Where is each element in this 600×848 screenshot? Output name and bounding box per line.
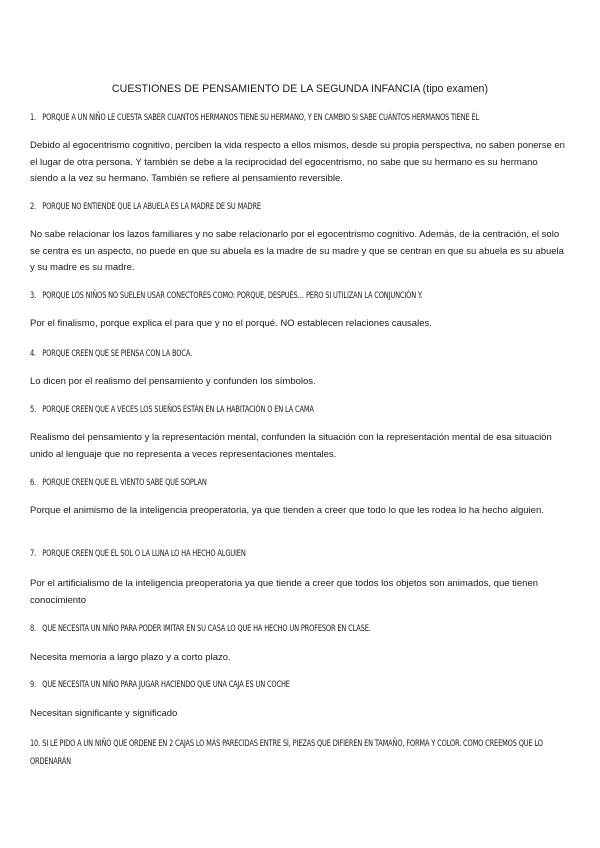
answer-8: Necesita memoria a largo plazo y a corto plazo. bbox=[30, 652, 231, 663]
document-title: CUESTIONES DE PENSAMIENTO DE LA SEGUNDA INFANCIA (tipo examen) bbox=[111, 83, 489, 95]
question-text: PORQUE LOS NIÑOS NO SUELEN USAR CONECTORES COMO: PORQUE, DESPUÉS… PERO SI UTILIZAN LA CONJUNCIÓN Y. bbox=[42, 291, 423, 301]
question-9 bbox=[30, 677, 575, 694]
answer-3: Por el finalismo, porque explica el para que y no el porqué. NO establecen relaciones causales. bbox=[30, 318, 432, 329]
question-number: 10. bbox=[30, 739, 41, 749]
answer-7: Por el artificialismo de la inteligencia preoperatoria ya que tiende a creer que todos los objetos son animados, que tienen conocimiento bbox=[30, 578, 539, 606]
question-text: PORQUE NO ENTIENDE QUE LA ABUELA ES LA MADRE DE SU MADRE bbox=[42, 202, 261, 212]
question-6 bbox=[30, 475, 575, 492]
question-number: 9. bbox=[30, 680, 37, 690]
question-10 bbox=[30, 735, 575, 771]
question-1 bbox=[30, 110, 575, 127]
question-8 bbox=[30, 621, 575, 638]
question-number: 5. bbox=[30, 405, 37, 415]
question-text: PORQUE CREEN QUE EL SOL O LA LUNA LO HA HECHO ALGUIEN bbox=[42, 549, 246, 559]
question-5 bbox=[30, 402, 575, 419]
answer-4: Lo dicen por el realismo del pensamiento y confunden los símbolos. bbox=[30, 376, 316, 387]
answer-9: Necesitan significante y significado bbox=[30, 708, 178, 719]
question-number: 8. bbox=[30, 624, 37, 634]
question-number: 3. bbox=[30, 291, 37, 301]
question-text: PORQUE CREEN QUE SE PIENSA CON LA BOCA. bbox=[42, 349, 193, 359]
answer-5: Realismo del pensamiento y la representación mental, confunden la situación con la representación mental de esa situación unido al lenguaje que no representa a veces representaciones mentales. bbox=[30, 432, 552, 460]
question-4 bbox=[30, 346, 575, 363]
question-3 bbox=[30, 288, 575, 305]
question-number: 7. bbox=[30, 549, 37, 559]
question-2 bbox=[30, 199, 575, 216]
question-text: SI LE PIDO A UN NIÑO QUE ORDENE EN 2 CAJAS LO MÁS PARECIDAS ENTRE SÍ, PIEZAS QUE DIFIEREN EN TAMAÑO, FORMA Y COLOR. COMO CREEMOS QUE LO ORDENARÁN bbox=[30, 739, 543, 767]
answer-6: Porque el animismo de la inteligencia preoperatoria, ya que tienden a creer que todo lo que les rodea lo ha hecho alguien. bbox=[30, 505, 544, 516]
question-7 bbox=[30, 546, 575, 563]
question-text: QUE NECESITA UN NIÑO PARA JUGAR HACIENDO QUE UNA CAJA ES UN COCHE bbox=[42, 680, 290, 690]
question-text: PORQUE A UN NIÑO LE CUESTA SABER CUANTOS HERMANOS TIENE SU HERMANO, Y EN CAMBIO SI SABE CUÁNTOS HERMANOS TIENE ÉL bbox=[42, 113, 480, 123]
answer-1: Debido al egocentrismo cognitivo, perciben la vida respecto a ellos mismos, desde su propia perspectiva, no saben ponerse en el lugar de otra persona. Y también se debe a la reciprocidad del egocentrismo, no sabe que su hermano es su hermano siendo a la vez su hermano. También se refiere al pensamiento reversible. bbox=[30, 140, 565, 185]
question-text: PORQUE CREEN QUE A VECES LOS SUEÑOS ESTÁN EN LA HABITACIÓN O EN LA CAMA bbox=[42, 405, 314, 415]
question-text: PORQUE CREEN QUE EL VIENTO SABE QUE SOPLAN bbox=[42, 478, 207, 488]
question-number: 6. bbox=[30, 478, 37, 488]
question-number: 1. bbox=[30, 113, 37, 123]
answer-2: No sabe relacionar los lazos familiares y no sabe relacionarlo por el egocentrismo cognitivo. Además, de la centración, el solo se centra es un aspecto, no puede en que su abuela es la madre de su madre y que se centran en que su abuela es su abuela y su madre es su madre. bbox=[30, 229, 564, 274]
question-number: 2. bbox=[30, 202, 37, 212]
question-text: QUE NECESITA UN NIÑO PARA PODER IMITAR EN SU CASA LO QUE HA HECHO UN PROFESOR EN CLASE. bbox=[42, 624, 371, 634]
question-number: 4. bbox=[30, 349, 37, 359]
